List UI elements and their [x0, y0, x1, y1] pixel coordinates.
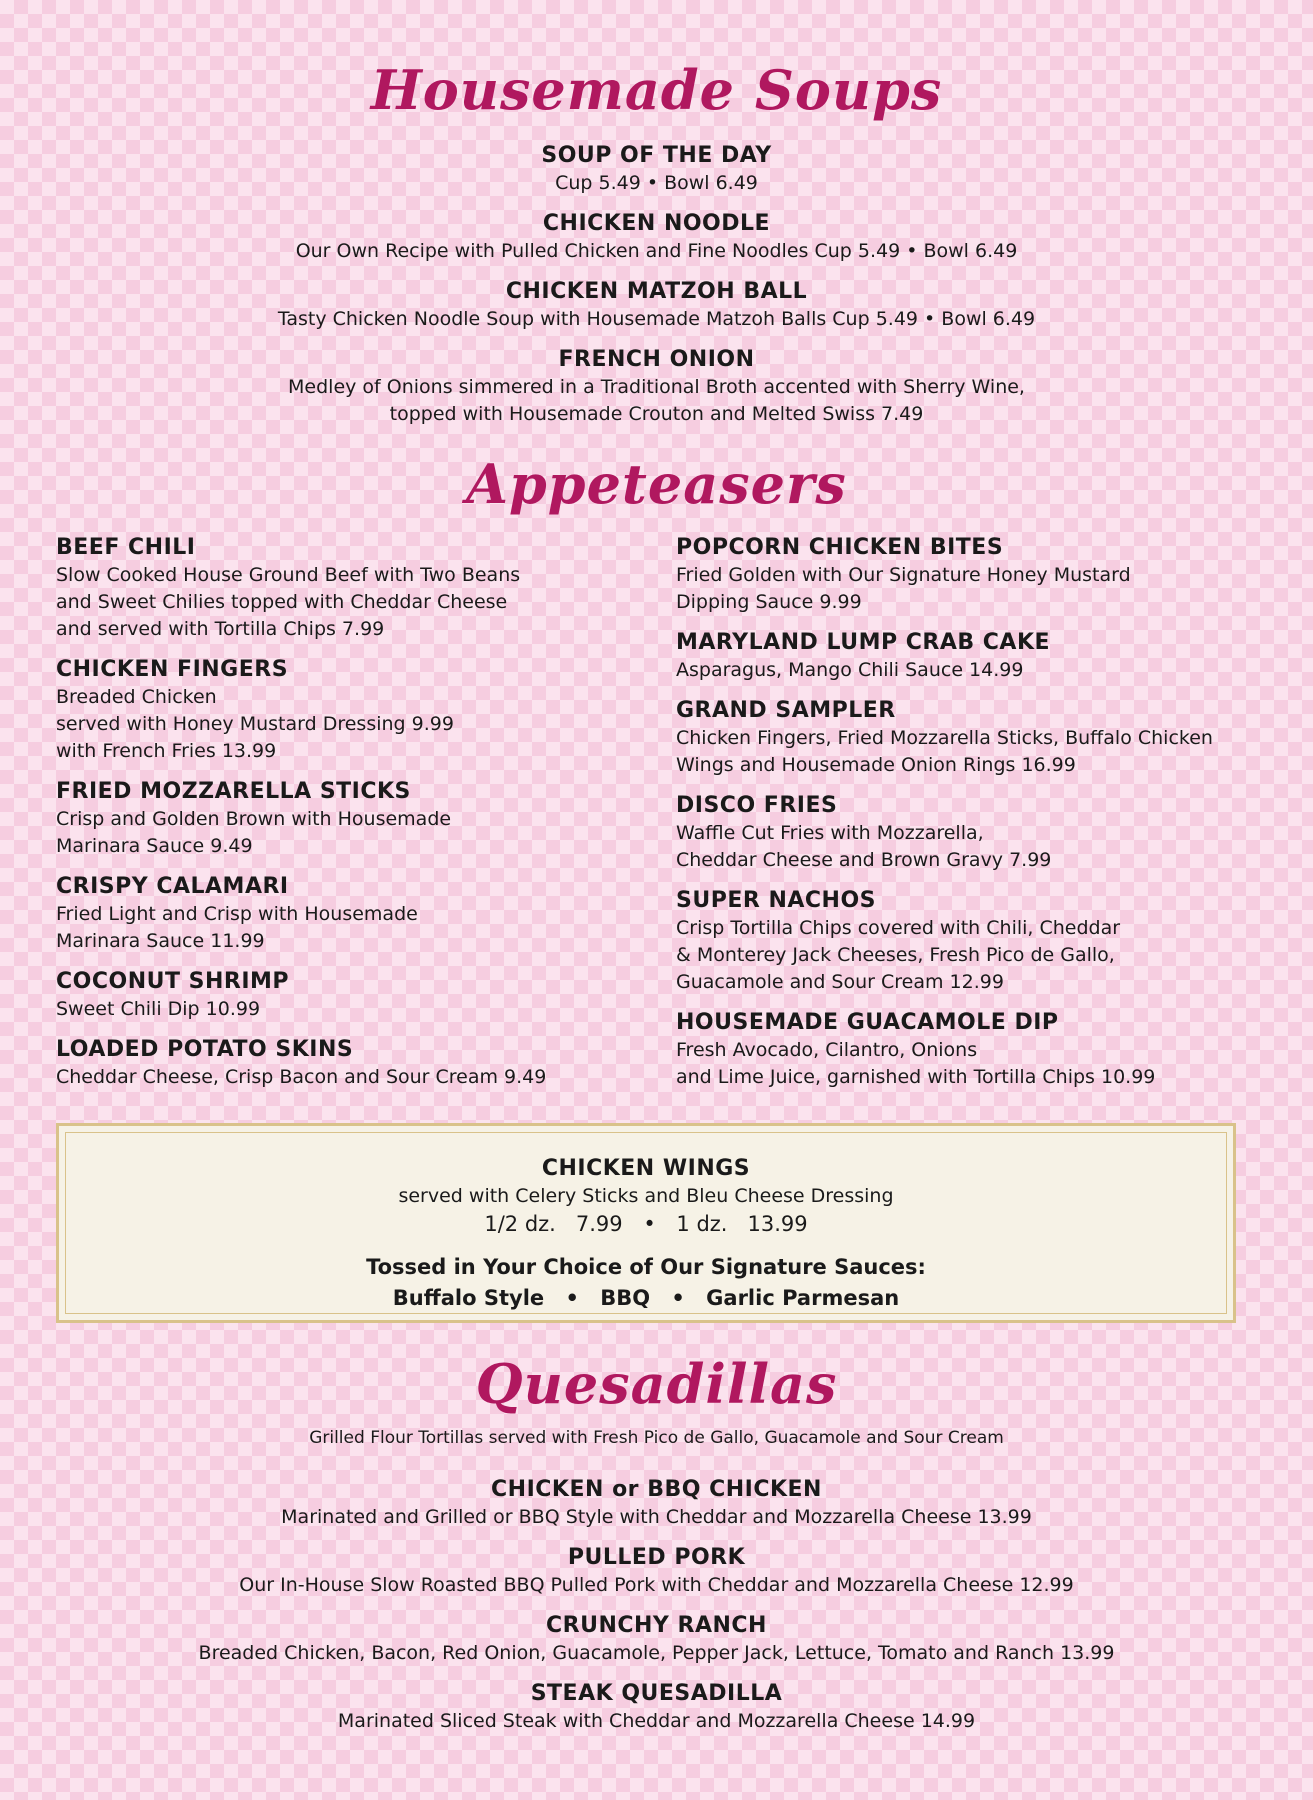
wings-half-label: 1/2 dz.: [484, 1212, 556, 1236]
menu-item: [676, 792, 1276, 874]
item-desc: Breaded Chicken, Bacon, Red Onion, Guacamole, Pepper Jack, Lettuce, Tomato and Ranch 13.99: [198, 1642, 1115, 1664]
item-desc: Our In-House Slow Roasted BBQ Pulled Pork with Cheddar and Mozzarella Cheese 12.99: [239, 1574, 1074, 1596]
item-name: CHICKEN NOODLE: [542, 211, 771, 236]
menu-item: [676, 534, 1276, 616]
item-name: CRUNCHY RANCH: [546, 1613, 767, 1638]
item-name: FRENCH ONION: [558, 347, 755, 372]
item-name: SOUP OF THE DAY: [541, 143, 772, 168]
menu-item: [676, 629, 1276, 684]
appetizers-right-column: [676, 534, 1276, 1104]
menu-item: [56, 534, 656, 643]
item-desc-line: Fried Light and Crisp with Housemade: [56, 903, 418, 925]
menu-item: [676, 1009, 1276, 1091]
item-name: CHICKEN MATZOH BALL: [505, 279, 808, 304]
wings-prices: [66, 1210, 1226, 1238]
item-desc-line: & Monterey Jack Cheeses, Fresh Pico de Gallo,: [676, 944, 1115, 966]
appetizers-left-column: [56, 534, 656, 1104]
item-name: POPCORN CHICKEN BITES: [676, 535, 1004, 560]
item-desc-line: Chicken Fingers, Fried Mozzarella Sticks, Buffalo Chicken: [676, 727, 1213, 749]
item-desc-line: Fresh Avocado, Cilantro, Onions: [676, 1039, 978, 1061]
chicken-wings-box: [56, 1123, 1236, 1323]
menu-item: [676, 697, 1276, 779]
menu-item: [676, 887, 1276, 996]
quesadillas-section: [0, 1426, 1313, 1748]
menu-item: [0, 142, 1313, 197]
wings-desc: served with Celery Sticks and Bleu Cheese Dressing: [398, 1185, 894, 1207]
item-name: CHICKEN FINGERS: [56, 657, 289, 682]
sauce-option: BBQ: [600, 1286, 651, 1310]
menu-item: [56, 968, 656, 1023]
item-desc: Medley of Onions simmered in a Traditional Broth accented with Sherry Wine,: [288, 376, 1025, 398]
item-desc: Cup 5.49 • Bowl 6.49: [555, 172, 758, 194]
item-desc-line: Sweet Chili Dip 10.99: [56, 998, 261, 1020]
item-desc: Marinated Sliced Steak with Cheddar and Mozzarella Cheese 14.99: [337, 1710, 976, 1732]
item-desc-line: Marinara Sauce 9.49: [56, 835, 253, 857]
item-name: CHICKEN or BBQ CHICKEN: [491, 1477, 822, 1502]
item-name: SUPER NACHOS: [676, 888, 877, 913]
item-desc: Our Own Recipe with Pulled Chicken and Fine Noodles Cup 5.49 • Bowl 6.49: [295, 240, 1018, 262]
wings-dozen-price: 13.99: [747, 1212, 808, 1236]
item-desc-line: Marinara Sauce 11.99: [56, 930, 265, 952]
soups-section: [0, 142, 1313, 441]
quesadillas-intro: Grilled Flour Tortillas served with Fresh Pico de Gallo, Guacamole and Sour Cream: [309, 1428, 1004, 1448]
item-desc-line: Crisp and Golden Brown with Housemade: [56, 808, 452, 830]
bullet-separator: •: [643, 1212, 656, 1236]
item-name: CRISPY CALAMARI: [56, 874, 289, 899]
menu-item: [56, 873, 656, 955]
item-desc: Tasty Chicken Noodle Soup with Housemade Matzoh Balls Cup 5.49 • Bowl 6.49: [277, 308, 1036, 330]
item-name: GRAND SAMPLER: [676, 698, 896, 723]
menu-item: [56, 1036, 656, 1091]
appetizers-heading: Appeteasers: [466, 452, 847, 516]
sauce-option: Garlic Parmesan: [706, 1286, 900, 1310]
item-name: BEEF CHILI: [56, 535, 196, 560]
item-name: COCONUT SHRIMP: [56, 969, 290, 994]
item-desc: Marinated and Grilled or BBQ Style with Cheddar and Mozzarella Cheese 13.99: [281, 1506, 1032, 1528]
menu-item: [0, 1612, 1313, 1667]
menu-item: [56, 656, 656, 765]
item-desc: topped with Housemade Crouton and Melted Swiss 7.49: [389, 403, 924, 425]
item-name: LOADED POTATO SKINS: [56, 1037, 354, 1062]
menu-item: [0, 346, 1313, 428]
item-desc-line: Asparagus, Mango Chili Sauce 14.99: [676, 659, 1024, 681]
item-desc-line: served with Honey Mustard Dressing 9.99: [56, 713, 454, 735]
menu-item: [0, 1476, 1313, 1531]
item-name: STEAK QUESADILLA: [530, 1681, 783, 1706]
item-name: FRIED MOZZARELLA STICKS: [56, 779, 411, 804]
item-desc-line: and Sweet Chilies topped with Cheddar Cheese: [56, 591, 508, 613]
item-name: DISCO FRIES: [676, 793, 838, 818]
quesadillas-heading: Quesadillas: [475, 1352, 838, 1416]
sauce-option: Buffalo Style: [392, 1286, 545, 1310]
bullet-separator: •: [565, 1286, 579, 1310]
item-desc-line: and Lime Juice, garnished with Tortilla Chips 10.99: [676, 1066, 1156, 1088]
item-desc-line: Fried Golden with Our Signature Honey Mustard: [676, 564, 1131, 586]
chicken-wings-inner-frame: [65, 1132, 1227, 1314]
item-desc-line: Waffle Cut Fries with Mozzarella,: [676, 822, 984, 844]
item-desc-line: Crisp Tortilla Chips covered with Chili, Cheddar: [676, 917, 1121, 939]
soups-heading: Housemade Soups: [370, 58, 943, 122]
wings-name: CHICKEN WINGS: [541, 1156, 751, 1181]
wings-half-price: 7.99: [575, 1212, 623, 1236]
item-desc-line: and served with Tortilla Chips 7.99: [56, 618, 385, 640]
menu-item: [0, 1680, 1313, 1735]
item-desc-line: Cheddar Cheese, Crisp Bacon and Sour Cream 9.49: [56, 1066, 547, 1088]
menu-item: [0, 210, 1313, 265]
menu-item: [56, 778, 656, 860]
item-desc-line: Guacamole and Sour Cream 12.99: [676, 971, 1004, 993]
wings-dozen-label: 1 dz.: [676, 1212, 728, 1236]
item-desc-line: Cheddar Cheese and Brown Gravy 7.99: [676, 849, 1052, 871]
menu-item: [0, 278, 1313, 333]
item-name: HOUSEMADE GUACAMOLE DIP: [676, 1010, 1059, 1035]
menu-item: [0, 1544, 1313, 1599]
item-desc-line: with French Fries 13.99: [56, 740, 277, 762]
bullet-separator: •: [671, 1286, 685, 1310]
item-desc-line: Slow Cooked House Ground Beef with Two Beans: [56, 564, 521, 586]
item-name: MARYLAND LUMP CRAB CAKE: [676, 630, 1051, 655]
item-name: PULLED PORK: [567, 1545, 746, 1570]
wings-sauce-list: [66, 1282, 1226, 1314]
item-desc-line: Wings and Housemade Onion Rings 16.99: [676, 754, 1076, 776]
item-desc-line: Dipping Sauce 9.99: [676, 591, 862, 613]
item-desc-line: Breaded Chicken: [56, 686, 217, 708]
wings-sauce-heading: Tossed in Your Choice of Our Signature Sauces:: [366, 1255, 926, 1279]
